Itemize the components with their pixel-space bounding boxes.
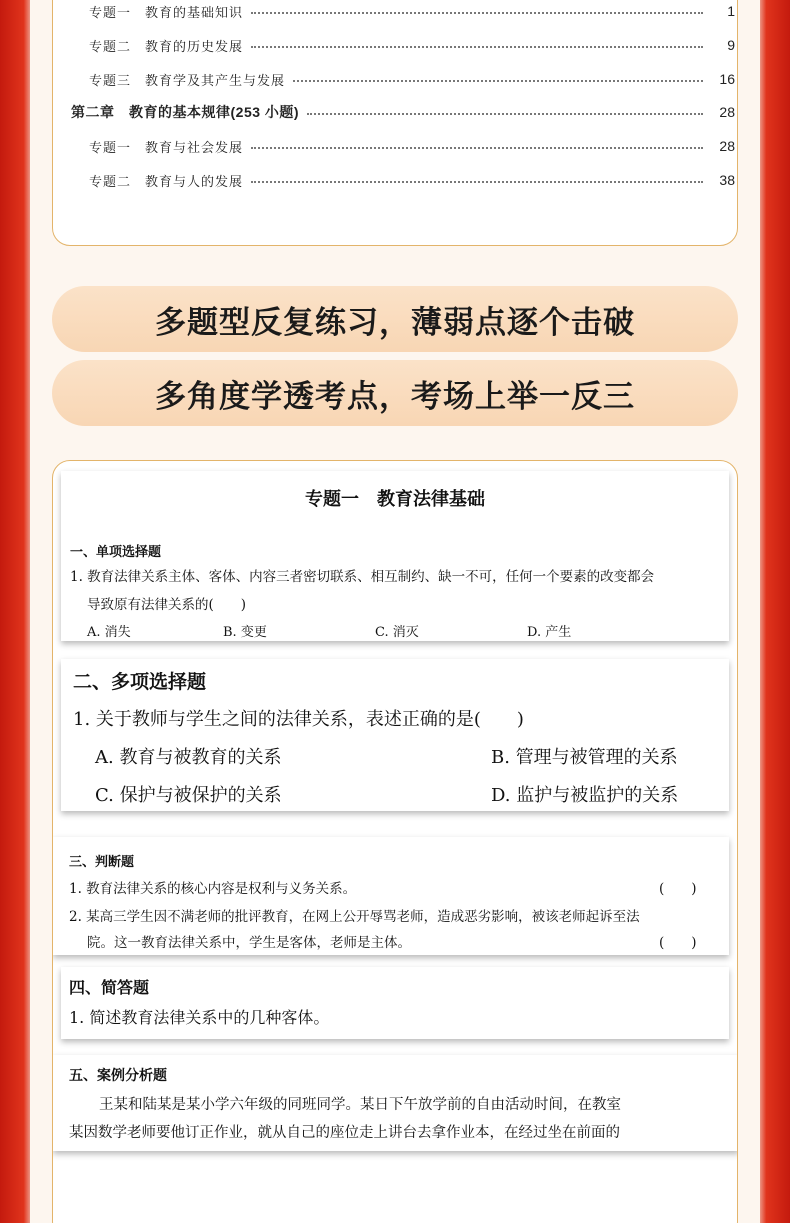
case-text: 某因数学老师要他订正作业，就从自己的座位走上讲台去拿作业本，在经过坐在前面的 <box>69 1125 620 1141</box>
sample-sheet-single-choice <box>61 471 729 641</box>
section-heading: 二、多项选择题 <box>73 672 207 693</box>
question-text: 导致原有法律关系的( ) <box>87 597 247 613</box>
answer-bracket: ( ) <box>659 881 697 897</box>
section-heading: 一、单项选择题 <box>70 544 162 559</box>
toc-row[interactable] <box>53 134 739 158</box>
option: C. 保护与被保护的关系 <box>95 785 282 806</box>
toc-page-number: 28 <box>719 138 735 154</box>
toc-leader <box>307 113 703 115</box>
option: D. 监护与被监护的关系 <box>491 785 679 806</box>
option: B. 变更 <box>223 625 267 640</box>
toc-label: 第二章 教育的基本规律(253 小题) <box>71 104 300 120</box>
toc-page-number: 1 <box>727 3 735 19</box>
sample-sheet-short-answer <box>61 967 729 1039</box>
toc-label: 专题二 教育的历史发展 <box>89 39 244 55</box>
case-text: 王某和陆某是某小学六年级的同班同学。某日下午放学前的自由活动时间，在教室 <box>99 1097 621 1113</box>
toc-row[interactable] <box>53 33 739 57</box>
toc-label: 专题一 教育与社会发展 <box>89 140 244 156</box>
option: A. 消失 <box>87 625 131 640</box>
section-heading: 三、判断题 <box>69 854 135 869</box>
toc-row[interactable] <box>53 67 739 91</box>
toc-label: 专题三 教育学及其产生与发展 <box>89 73 286 89</box>
toc-label: 专题二 教育与人的发展 <box>89 174 244 190</box>
toc-label: 专题一 教育的基础知识 <box>89 5 244 21</box>
toc-leader <box>251 147 703 149</box>
sheet-title: 专题一 教育法律基础 <box>305 489 485 510</box>
toc-row[interactable] <box>53 0 739 23</box>
table-of-contents <box>52 0 738 246</box>
section-heading: 五、案例分析题 <box>69 1067 167 1083</box>
option: C. 消灭 <box>375 625 419 640</box>
toc-leader <box>293 80 703 82</box>
slogan-banner: 多角度学透考点，考场上举一反三 <box>52 360 738 426</box>
option: B. 管理与被管理的关系 <box>491 747 678 768</box>
toc-leader <box>251 46 703 48</box>
sample-sheet-true-false <box>53 837 729 955</box>
slogan-banner: 多题型反复练习，薄弱点逐个击破 <box>52 286 738 352</box>
sample-sheet-multiple-choice <box>61 659 729 811</box>
question-text: 2. 某高三学生因不满老师的批评教育，在网上公开辱骂老师，造成恶劣影响，被该老师起诉至法 <box>69 909 640 925</box>
question-text: 1. 教育法律关系主体、客体、内容三者密切联系、相互制约、缺一不可，任何一个要素的改变都会 <box>70 569 655 585</box>
toc-page-number: 9 <box>727 37 735 53</box>
question-text: 院。这一教育法律关系中，学生是客体，老师是主体。 <box>87 935 411 951</box>
answer-bracket: ( ) <box>659 935 697 951</box>
sample-sheet-case-analysis <box>53 1055 738 1151</box>
toc-leader <box>251 12 703 14</box>
page <box>30 0 760 1223</box>
sample-pages-card <box>52 460 738 1223</box>
toc-page-number: 16 <box>719 71 735 87</box>
toc-page-number: 38 <box>719 172 735 188</box>
toc-chapter-row[interactable] <box>53 100 739 124</box>
question-text: 1. 关于教师与学生之间的法律关系，表述正确的是( ) <box>73 709 524 730</box>
toc-row[interactable] <box>53 168 739 192</box>
option: D. 产生 <box>527 625 572 640</box>
section-heading: 四、简答题 <box>69 980 150 997</box>
toc-page-number: 28 <box>719 104 735 120</box>
question-text: 1. 教育法律关系的核心内容是权利与义务关系。 <box>69 881 357 897</box>
option: A. 教育与被教育的关系 <box>95 747 282 768</box>
question-text: 1. 简述教育法律关系中的几种客体。 <box>69 1008 330 1027</box>
toc-leader <box>251 181 703 183</box>
